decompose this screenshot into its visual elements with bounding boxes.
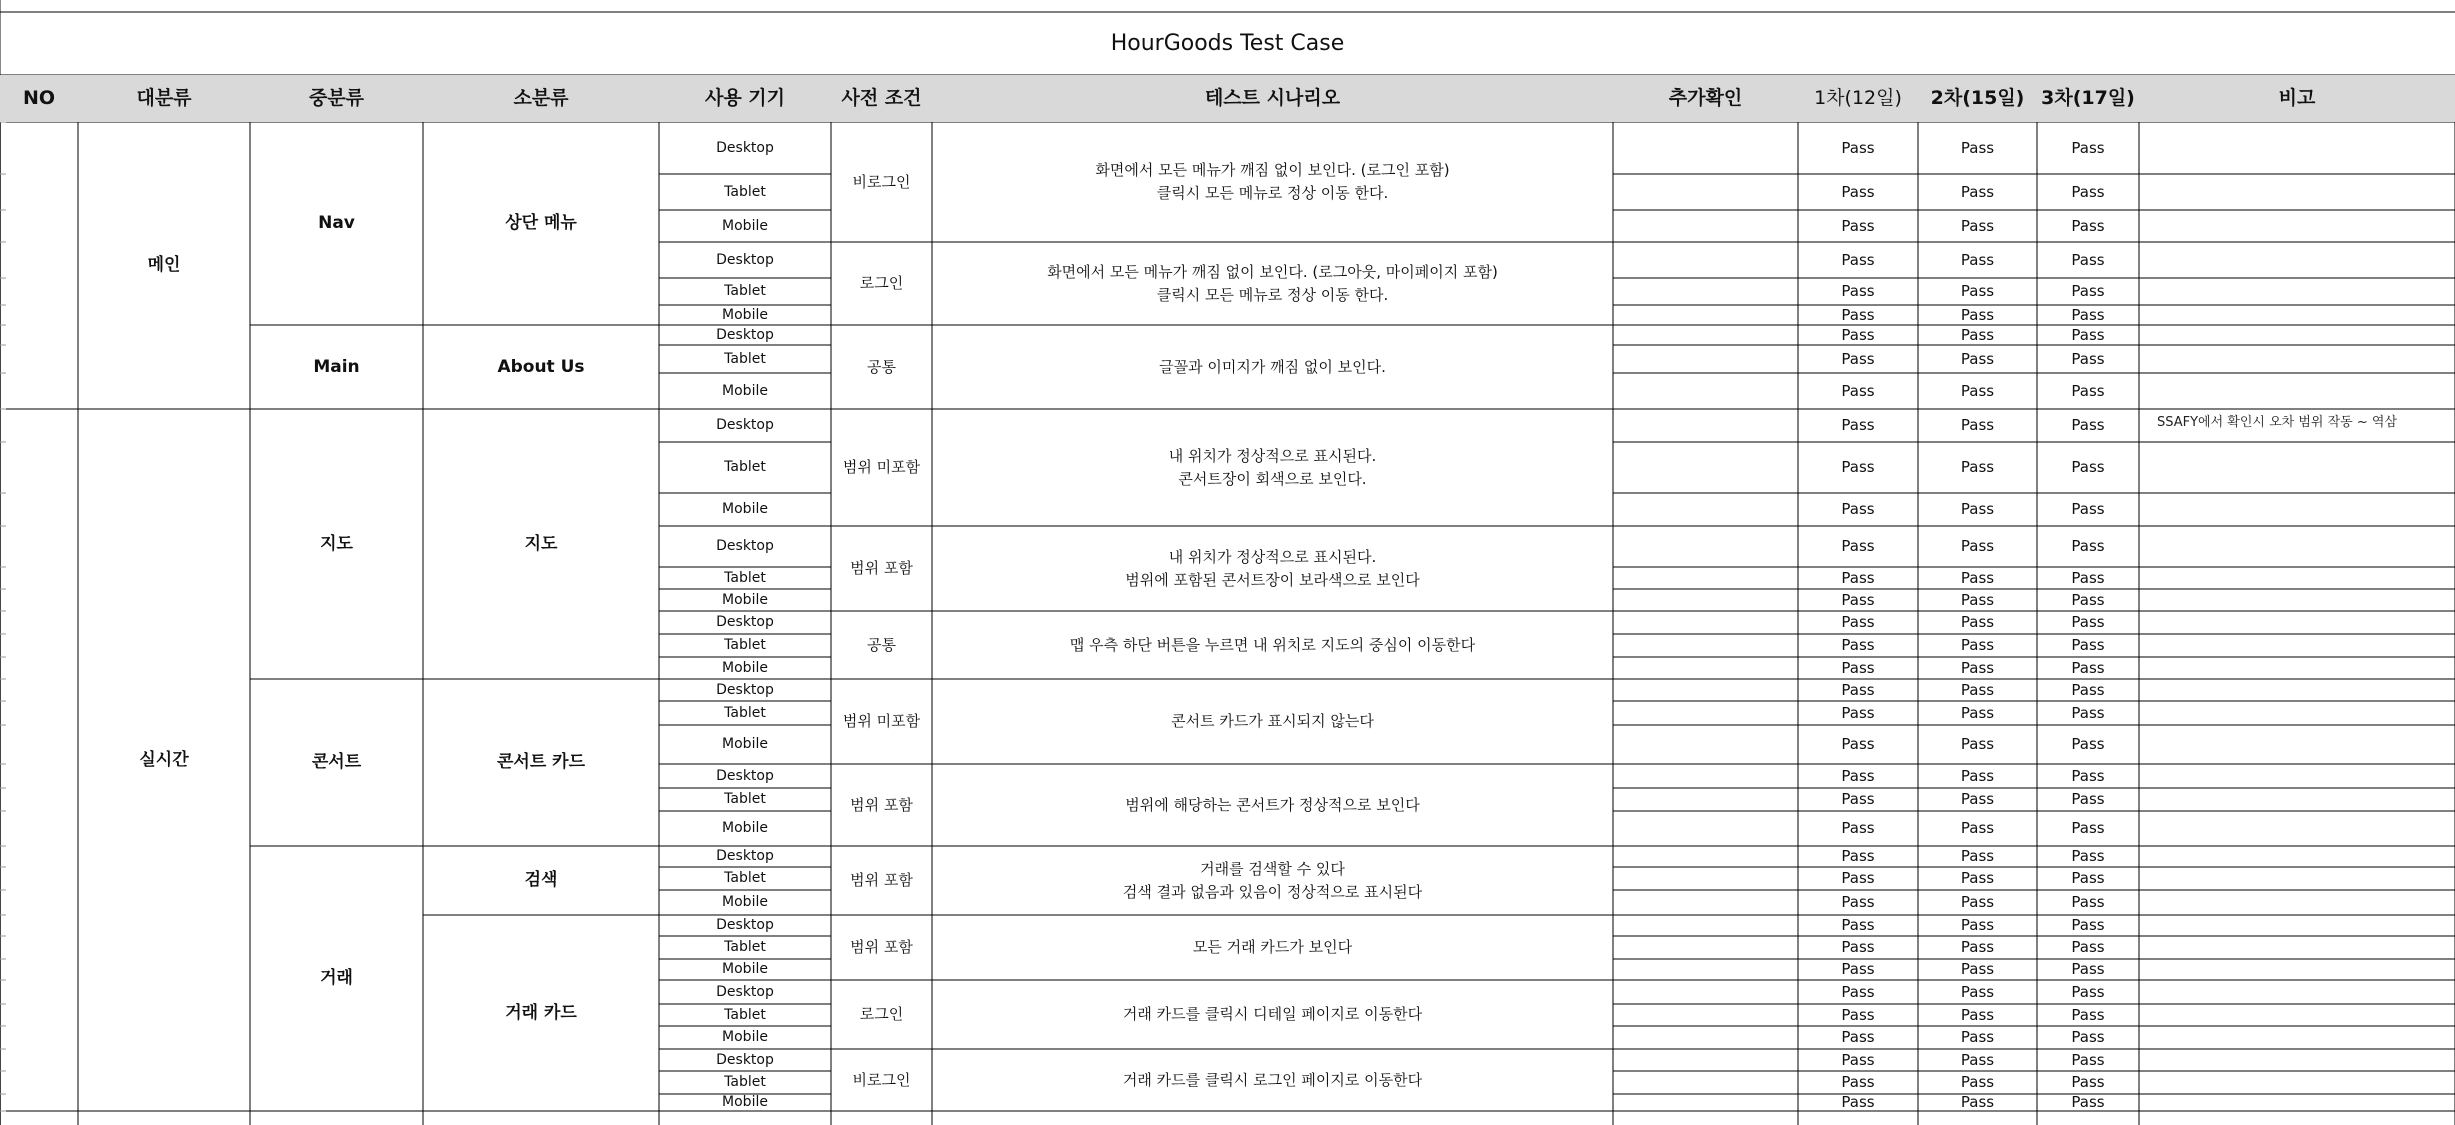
round-3-result: Pass bbox=[2071, 381, 2105, 400]
device-cell: Tablet bbox=[724, 1006, 766, 1023]
round-3-result: Pass bbox=[2071, 458, 2105, 476]
round-2-result: Pass bbox=[1960, 216, 1995, 235]
round-2-result: Pass bbox=[1960, 938, 1995, 956]
round-1-result: Pass bbox=[1841, 680, 1875, 699]
round-1-result: Pass bbox=[1841, 1073, 1875, 1091]
device-cell: Desktop bbox=[716, 1051, 774, 1068]
header-round-1: 1차(12일) bbox=[1798, 75, 1918, 122]
round-3-result: Pass bbox=[2071, 636, 2105, 654]
header-device: 사용 기기 bbox=[659, 75, 831, 122]
round-1-result: Pass bbox=[1841, 893, 1875, 911]
device-cell: Desktop bbox=[716, 326, 774, 343]
round-3-result: Pass bbox=[2071, 869, 2105, 887]
round-2-result: Pass bbox=[1960, 790, 1995, 808]
round-2-result: Pass bbox=[1960, 282, 1995, 300]
test-scenario: 화면에서 모든 메뉴가 깨짐 없이 보인다. (로그인 포함) 클릭시 모든 메뉴로 정상 이동 한다. bbox=[1095, 161, 1450, 202]
round-1-result: Pass bbox=[1841, 790, 1875, 808]
round-1-result: Pass bbox=[1841, 766, 1875, 785]
round-3-result: Pass bbox=[2071, 982, 2105, 1001]
header-extra-check: 추가확인 bbox=[1613, 75, 1798, 122]
round-3-result: Pass bbox=[2071, 305, 2105, 324]
test-scenario: 맵 우측 하단 버튼을 누르면 내 위치로 지도의 중심이 이동한다 bbox=[1069, 635, 1476, 654]
device-cell: Tablet bbox=[724, 183, 766, 200]
round-3-result: Pass bbox=[2071, 847, 2105, 865]
round-1-result: Pass bbox=[1841, 381, 1875, 400]
round-1-result: Pass bbox=[1841, 658, 1875, 677]
minor-category: 콘서트 카드 bbox=[496, 752, 586, 772]
precondition: 범위 포함 bbox=[850, 871, 913, 889]
round-2-result: Pass bbox=[1960, 1005, 1995, 1024]
round-1-result: Pass bbox=[1841, 537, 1875, 555]
round-2-result: Pass bbox=[1960, 960, 1995, 978]
round-2-result: Pass bbox=[1960, 613, 1995, 631]
round-2-result: Pass bbox=[1960, 847, 1995, 865]
remark-note: SSAFY에서 확인시 오차 범위 작동 ~ 역삼 bbox=[2157, 415, 2397, 430]
round-3-result: Pass bbox=[2071, 893, 2105, 911]
test-scenario: 거래 카드를 클릭시 디테일 페이지로 이동한다 bbox=[1122, 1005, 1423, 1023]
mid-category: Nav bbox=[318, 213, 355, 233]
mid-category: 지도 bbox=[320, 533, 353, 554]
round-2-result: Pass bbox=[1960, 305, 1995, 324]
round-3-result: Pass bbox=[2071, 735, 2105, 753]
round-2-result: Pass bbox=[1960, 658, 1995, 677]
round-2-result: Pass bbox=[1960, 138, 1995, 157]
round-3-result: Pass bbox=[2071, 537, 2105, 555]
round-1-result: Pass bbox=[1841, 847, 1875, 865]
mid-category: 콘서트 bbox=[311, 752, 362, 772]
precondition: 범위 포함 bbox=[850, 938, 913, 956]
round-1-result: Pass bbox=[1841, 869, 1875, 887]
round-2-result: Pass bbox=[1960, 500, 1995, 518]
device-cell: Mobile bbox=[722, 591, 768, 608]
round-1-result: Pass bbox=[1841, 613, 1875, 631]
device-cell: Desktop bbox=[716, 417, 774, 433]
round-2-result: Pass bbox=[1960, 381, 1995, 400]
device-cell: Tablet bbox=[724, 350, 766, 367]
round-3-result: Pass bbox=[2071, 1073, 2105, 1091]
round-1-result: Pass bbox=[1841, 703, 1875, 722]
device-cell: Mobile bbox=[722, 217, 768, 234]
round-3-result: Pass bbox=[2071, 325, 2105, 344]
precondition: 로그인 bbox=[859, 1005, 904, 1023]
precondition: 범위 포함 bbox=[850, 795, 913, 814]
test-scenario: 거래 카드를 클릭시 로그인 페이지로 이동한다 bbox=[1122, 1070, 1423, 1089]
device-cell: Mobile bbox=[722, 306, 768, 323]
device-cell: Desktop bbox=[716, 614, 774, 630]
header-mid: 중분류 bbox=[250, 75, 423, 122]
device-cell: Mobile bbox=[722, 736, 768, 752]
round-1-result: Pass bbox=[1841, 982, 1875, 1001]
device-cell: Desktop bbox=[716, 767, 774, 784]
device-cell: Desktop bbox=[716, 538, 774, 554]
device-cell: Desktop bbox=[716, 681, 774, 698]
device-cell: Mobile bbox=[722, 382, 768, 399]
round-1-result: Pass bbox=[1841, 916, 1875, 934]
device-cell: Tablet bbox=[724, 637, 766, 653]
device-cell: Tablet bbox=[724, 283, 766, 299]
header-remarks: 비고 bbox=[2139, 75, 2455, 122]
minor-category: 거래 카드 bbox=[505, 1002, 577, 1023]
round-2-result: Pass bbox=[1960, 819, 1995, 837]
device-cell: Mobile bbox=[722, 659, 768, 676]
round-3-result: Pass bbox=[2071, 613, 2105, 631]
device-cell: Tablet bbox=[724, 791, 766, 807]
round-2-result: Pass bbox=[1960, 537, 1995, 555]
round-2-result: Pass bbox=[1960, 590, 1995, 609]
round-1-result: Pass bbox=[1841, 590, 1875, 609]
round-3-result: Pass bbox=[2071, 1028, 2105, 1046]
round-3-result: Pass bbox=[2071, 790, 2105, 808]
device-cell: Mobile bbox=[722, 1029, 768, 1045]
round-3-result: Pass bbox=[2071, 282, 2105, 300]
round-3-result: Pass bbox=[2071, 1094, 2105, 1111]
round-2-result: Pass bbox=[1960, 349, 1995, 368]
device-cell: Desktop bbox=[716, 848, 774, 864]
major-category: 실시간 bbox=[139, 749, 189, 770]
round-1-result: Pass bbox=[1841, 138, 1875, 157]
precondition: 공통 bbox=[867, 635, 896, 654]
header-major: 대분류 bbox=[78, 75, 250, 122]
round-2-result: Pass bbox=[1960, 893, 1995, 911]
round-1-result: Pass bbox=[1841, 216, 1875, 235]
round-1-result: Pass bbox=[1841, 636, 1875, 654]
minor-category: 상단 메뉴 bbox=[505, 213, 577, 233]
round-2-result: Pass bbox=[1960, 1073, 1995, 1091]
round-1-result: Pass bbox=[1841, 1005, 1875, 1024]
header-round-3: 3차(17일) bbox=[2037, 75, 2139, 122]
round-1-result: Pass bbox=[1841, 1028, 1875, 1046]
round-1-result: Pass bbox=[1841, 938, 1875, 956]
device-cell: Desktop bbox=[716, 983, 774, 1000]
round-3-result: Pass bbox=[2071, 1050, 2105, 1069]
round-3-result: Pass bbox=[2071, 416, 2105, 434]
precondition: 범위 포함 bbox=[850, 559, 913, 577]
test-scenario: 거래를 검색할 수 있다 검색 결과 없음과 있음이 정상적으로 표시된다 bbox=[1122, 859, 1423, 901]
test-scenario: 화면에서 모든 메뉴가 깨짐 없이 보인다. (로그아웃, 마이페이지 포함) 클릭시 모든 메뉴로 정상 이동 한다. bbox=[1047, 262, 1498, 304]
round-3-result: Pass bbox=[2071, 938, 2105, 956]
round-1-result: Pass bbox=[1841, 182, 1875, 201]
round-1-result: Pass bbox=[1841, 458, 1875, 476]
precondition: 로그인 bbox=[859, 274, 904, 292]
test-scenario: 내 위치가 정상적으로 표시된다. 콘서트장이 회색으로 보인다. bbox=[1168, 446, 1377, 488]
round-3-result: Pass bbox=[2071, 819, 2105, 837]
round-1-result: Pass bbox=[1841, 568, 1875, 587]
minor-category: 검색 bbox=[524, 870, 558, 890]
round-2-result: Pass bbox=[1960, 982, 1995, 1001]
device-cell: Desktop bbox=[716, 251, 774, 268]
test-scenario: 콘서트 카드가 표시되지 않는다 bbox=[1171, 712, 1374, 730]
header-minor: 소분류 bbox=[423, 75, 659, 122]
round-2-result: Pass bbox=[1960, 1028, 1995, 1046]
round-2-result: Pass bbox=[1960, 703, 1995, 722]
minor-category: 지도 bbox=[524, 533, 558, 554]
header-round-2: 2차(15일) bbox=[1918, 75, 2037, 122]
round-1-result: Pass bbox=[1841, 1050, 1875, 1069]
round-2-result: Pass bbox=[1960, 568, 1995, 587]
test-scenario: 글꼴과 이미지가 깨짐 없이 보인다. bbox=[1159, 357, 1386, 376]
precondition: 범위 미포함 bbox=[842, 458, 921, 476]
round-3-result: Pass bbox=[2071, 349, 2105, 368]
round-3-result: Pass bbox=[2071, 960, 2105, 978]
round-3-result: Pass bbox=[2071, 250, 2105, 269]
device-cell: Tablet bbox=[724, 939, 766, 955]
device-cell: Mobile bbox=[722, 961, 768, 977]
device-cell: Desktop bbox=[716, 917, 774, 933]
round-2-result: Pass bbox=[1960, 916, 1995, 934]
round-3-result: Pass bbox=[2071, 658, 2105, 677]
round-1-result: Pass bbox=[1841, 500, 1875, 518]
test-scenario: 범위에 해당하는 콘서트가 정상적으로 보인다 bbox=[1125, 795, 1420, 814]
minor-category: About Us bbox=[497, 356, 585, 377]
round-3-result: Pass bbox=[2071, 216, 2105, 235]
test-scenario: 모든 거래 카드가 보인다 bbox=[1192, 938, 1353, 956]
device-cell: Tablet bbox=[724, 569, 766, 586]
device-cell: Mobile bbox=[722, 1094, 768, 1110]
device-cell: Tablet bbox=[724, 704, 766, 721]
round-3-result: Pass bbox=[2071, 568, 2105, 587]
round-2-result: Pass bbox=[1960, 325, 1995, 344]
round-3-result: Pass bbox=[2071, 138, 2105, 157]
device-cell: Mobile bbox=[722, 820, 768, 836]
round-3-result: Pass bbox=[2071, 500, 2105, 518]
round-3-result: Pass bbox=[2071, 1005, 2105, 1024]
round-1-result: Pass bbox=[1841, 349, 1875, 368]
header-no: NO bbox=[0, 75, 78, 122]
round-2-result: Pass bbox=[1960, 250, 1995, 269]
header-condition: 사전 조건 bbox=[831, 75, 932, 122]
round-1-result: Pass bbox=[1841, 735, 1875, 753]
precondition: 비로그인 bbox=[852, 1070, 911, 1089]
round-2-result: Pass bbox=[1960, 766, 1995, 785]
precondition: 공통 bbox=[867, 357, 896, 376]
round-2-result: Pass bbox=[1960, 636, 1995, 654]
round-3-result: Pass bbox=[2071, 703, 2105, 722]
round-3-result: Pass bbox=[2071, 916, 2105, 934]
round-1-result: Pass bbox=[1841, 960, 1875, 978]
round-3-result: Pass bbox=[2071, 766, 2105, 785]
round-2-result: Pass bbox=[1960, 1094, 1995, 1111]
round-1-result: Pass bbox=[1841, 819, 1875, 837]
device-cell: Tablet bbox=[724, 870, 766, 886]
device-cell: Tablet bbox=[724, 459, 766, 475]
device-cell: Mobile bbox=[722, 894, 768, 910]
round-1-result: Pass bbox=[1841, 325, 1875, 344]
round-1-result: Pass bbox=[1841, 416, 1875, 434]
round-2-result: Pass bbox=[1960, 680, 1995, 699]
sheet-title: HourGoods Test Case bbox=[1110, 31, 1345, 56]
round-3-result: Pass bbox=[2071, 680, 2105, 699]
round-1-result: Pass bbox=[1841, 1094, 1875, 1111]
mid-category: Main bbox=[313, 356, 360, 377]
round-2-result: Pass bbox=[1960, 416, 1995, 434]
round-2-result: Pass bbox=[1960, 182, 1995, 201]
round-1-result: Pass bbox=[1841, 305, 1875, 324]
test-scenario: 내 위치가 정상적으로 표시된다. 범위에 포함된 콘서트장이 보라색으로 보인다 bbox=[1125, 547, 1420, 589]
round-1-result: Pass bbox=[1841, 250, 1875, 269]
round-2-result: Pass bbox=[1960, 1050, 1995, 1069]
round-2-result: Pass bbox=[1960, 869, 1995, 887]
precondition: 범위 미포함 bbox=[842, 712, 921, 730]
header-scenario: 테스트 시나리오 bbox=[932, 75, 1613, 122]
major-category: 메인 bbox=[147, 255, 181, 275]
device-cell: Mobile bbox=[722, 501, 768, 517]
device-cell: Tablet bbox=[724, 1074, 766, 1090]
round-1-result: Pass bbox=[1841, 282, 1875, 300]
round-3-result: Pass bbox=[2071, 182, 2105, 201]
device-cell: Desktop bbox=[716, 139, 774, 156]
precondition: 비로그인 bbox=[852, 172, 911, 191]
round-3-result: Pass bbox=[2071, 590, 2105, 609]
round-2-result: Pass bbox=[1960, 458, 1995, 476]
round-2-result: Pass bbox=[1960, 735, 1995, 753]
mid-category: 거래 bbox=[320, 968, 353, 988]
